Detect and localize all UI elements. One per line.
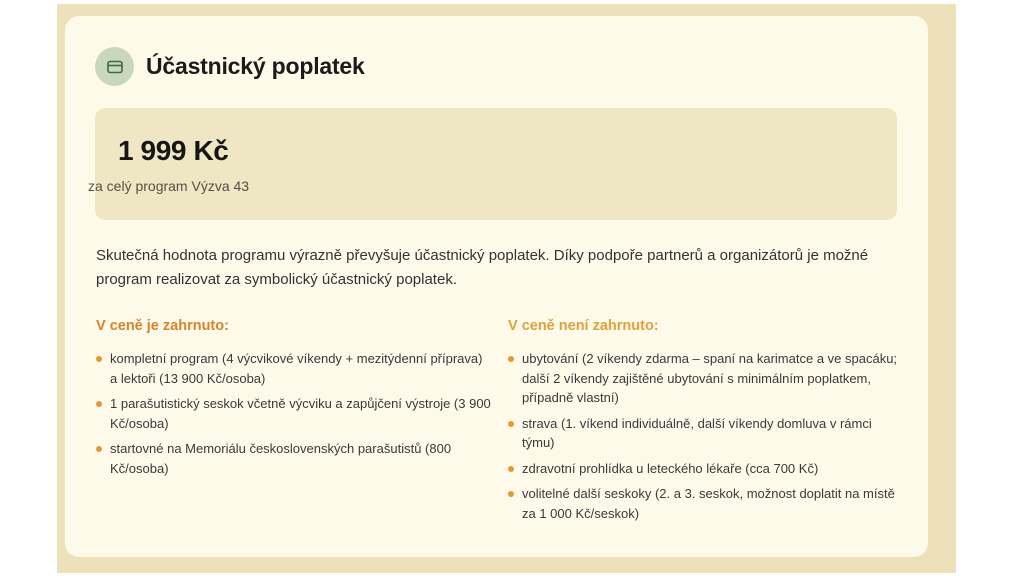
list-item: [96, 439, 491, 478]
list-item-text: startovné na Memoriálu československých parašutistů (800 Kč/osoba): [110, 441, 452, 476]
list-item-text: kompletní program (4 výcvikové víkendy + mezitýdenní příprava) a lektoři (13 900 Kč/osoba): [110, 351, 483, 386]
excluded-title: V ceně není zahrnuto:: [508, 318, 659, 334]
list-item-text: ubytování (2 víkendy zdarma – spaní na karimatce a ve spacáku; další 2 víkendy zajištěné ubytování s minimálním poplatkem, případně vlastní): [522, 351, 898, 405]
fee-card: [65, 16, 928, 557]
list-item-text: zdravotní prohlídka u leteckého lékaře (cca 700 Kč): [522, 460, 819, 476]
card-title: Účastnický poplatek: [146, 53, 365, 79]
bullet-dot: [508, 421, 514, 427]
included-title: V ceně je zahrnuto:: [96, 318, 229, 334]
excluded-column: [508, 318, 903, 529]
excluded-list: [508, 349, 903, 523]
list-item: [96, 349, 491, 388]
price-box: [95, 108, 897, 220]
price-caption: za celý program Výzva 43: [88, 178, 250, 194]
list-item: [508, 414, 903, 453]
description-text: Skutečná hodnota programu výrazně převyšuje účastnický poplatek. Díky podpoře partnerů a organizátorů je možné program realizovat za symbolický účastnický poplatek.: [96, 247, 869, 288]
bullet-dot: [508, 466, 514, 472]
list-item: [508, 349, 903, 408]
bullet-dot: [96, 356, 102, 362]
bullet-dot: [508, 356, 514, 362]
list-item-text: volitelné další seskoky (2. a 3. seskok, možnost doplatit na místě za 1 000 Kč/seskok): [522, 486, 895, 521]
bullet-dot: [508, 491, 514, 497]
list-item-text: 1 parašutistický seskok včetně výcviku a zapůjčení výstroje (3 900 Kč/osoba): [110, 396, 491, 431]
price-amount: 1 999 Kč: [118, 135, 229, 166]
list-item-text: strava (1. víkend individuálně, další víkendy domluva v rámci týmu): [522, 415, 872, 450]
list-item: [508, 459, 903, 479]
list-item: [508, 484, 903, 523]
list-item: [96, 394, 491, 433]
bullet-dot: [96, 446, 102, 452]
credit-card-icon: [95, 47, 134, 86]
included-column: [96, 318, 491, 484]
card-header: [95, 47, 365, 86]
bullet-dot: [96, 401, 102, 407]
included-list: [96, 349, 491, 478]
